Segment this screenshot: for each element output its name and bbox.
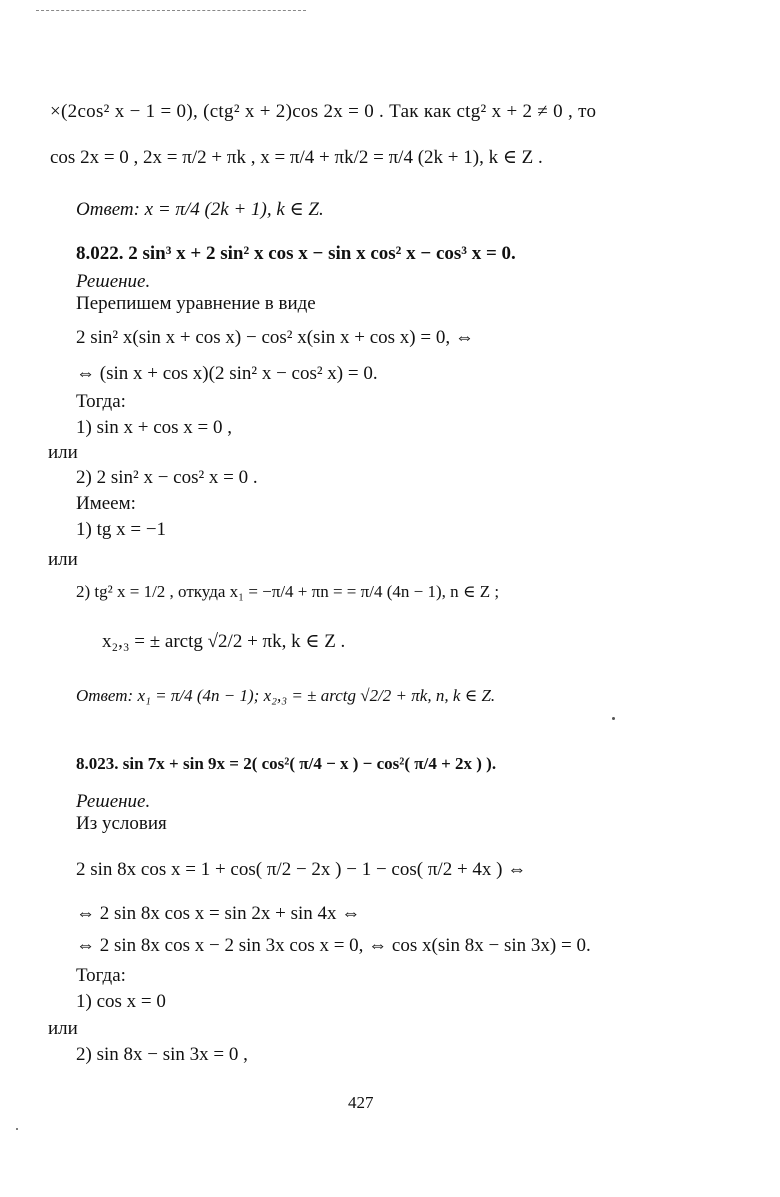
line-10: 1) sin x + cos x = 0 , [76,417,233,438]
line-21: Из условия [76,813,167,834]
line-06: Перепишем уравнение в виде [76,293,316,314]
line-12: 2) 2 sin² x − cos² x = 0 . [76,467,258,488]
line-26: 1) cos x = 0 [76,991,166,1012]
problem-8-022: 8.022. 2 sin³ x + 2 sin² x cos x − sin x cos² x − cos³ x = 0. [76,243,516,264]
line-08: ⇔ (sin x + cos x)(2 sin² x − cos² x) = 0. [76,363,378,384]
page-number: 427 [348,1093,374,1112]
line-25: Тогда: [76,965,126,986]
line-15: или [48,549,78,570]
top-rule [36,10,306,11]
line-13: Имеем: [76,493,136,514]
print-speck [612,717,615,720]
line-07: 2 sin² x(sin x + cos x) − cos² x(sin x + cos x) = 0, ⇔ [76,327,474,348]
line-17: x₂,₃ = ± arctg √2/2 + πk, k ∈ Z . [102,631,346,652]
line-23: ⇔ 2 sin 8x cos x = sin 2x + sin 4x ⇔ [76,903,361,924]
line-02: cos 2x = 0 , 2x = π/2 + πk , x = π/4 + πk/2 = π/4 (2k + 1), k ∈ Z . [50,147,543,168]
solution-heading-2: Решение. [76,791,151,812]
line-09: Тогда: [76,391,126,412]
problem-8-023: 8.023. sin 7x + sin 9x = 2( cos²( π/4 − x ) − cos²( π/4 + 2x ) ). [76,754,497,773]
line-16: 2) tg² x = 1/2 , откуда x₁ = −π/4 + πn = = π/4 (4n − 1), n ∈ Z ; [76,582,500,601]
line-27: или [48,1018,78,1039]
line-24: ⇔ 2 sin 8x cos x − 2 sin 3x cos x = 0, ⇔ cos x(sin 8x − sin 3x) = 0. [76,935,591,956]
print-speck [16,1128,18,1130]
line-28: 2) sin 8x − sin 3x = 0 , [76,1044,248,1065]
solution-heading-1: Решение. [76,271,151,292]
line-22: 2 sin 8x cos x = 1 + cos( π/2 − 2x ) − 1 − cos( π/2 + 4x ) ⇔ [76,859,527,880]
line-14: 1) tg x = −1 [76,519,167,540]
answer-1: Ответ: x = π/4 (2k + 1), k ∈ Z. [76,199,324,220]
line-01: ×(2cos² x − 1 = 0), (ctg² x + 2)cos 2x = 0 . Так как ctg² x + 2 ≠ 0 , то [50,101,597,122]
answer-2: Ответ: x₁ = π/4 (4n − 1); x₂,₃ = ± arctg √2/2 + πk, n, k ∈ Z. [76,686,496,705]
line-11: или [48,442,78,463]
